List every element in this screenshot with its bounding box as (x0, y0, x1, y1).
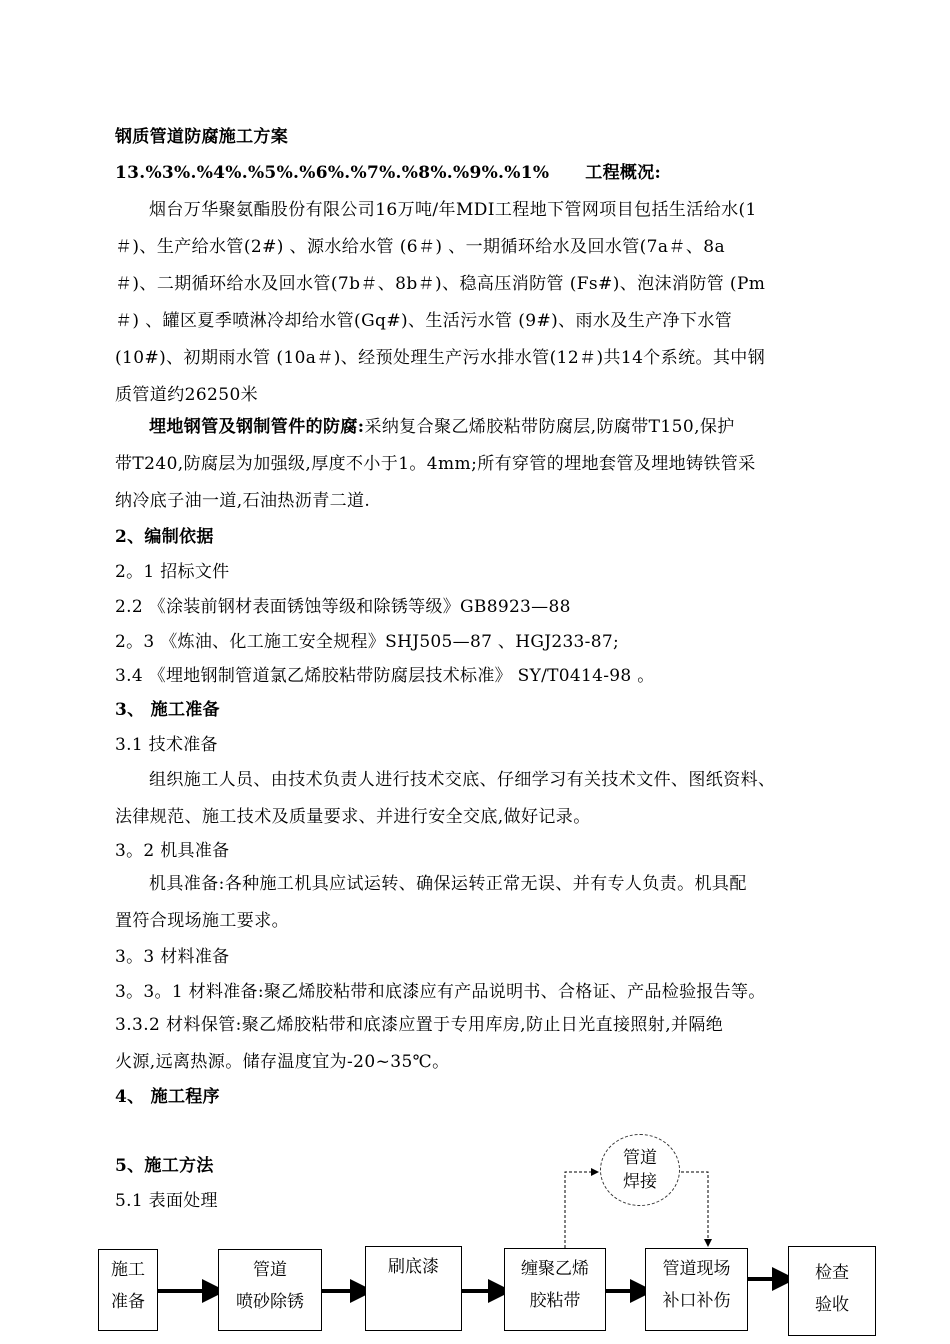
material-prep-item-1: 3。3。1 材料准备:聚乙烯胶粘带和底漆应有产品说明书、合格证、产品检验报告等。 (115, 982, 766, 1002)
surface-treatment-title: 5.1 表面处理 (115, 1191, 218, 1211)
flow-step-label: 缠聚乙烯 (521, 1259, 589, 1279)
overview-line: ＃) 、罐区夏季喷淋冷却给水管(Gq#)、生活污水管 (9#)、雨水及生产净下水管 (115, 311, 733, 331)
basis-item: 2。3 《炼油、化工施工安全规程》SHJ505—87 、HGJ233-87; (115, 632, 619, 652)
overview-line: ＃)、二期循环给水及回水管(7b＃、8b＃)、稳高压消防管 (Fs#)、泡沫消防管 (Pm (115, 274, 766, 294)
flow-step-primer (365, 1246, 462, 1331)
overview-line: (10#)、初期雨水管 (10a＃)、经预处理生产污水排水管(12＃)共14个系统。其中钢 (115, 348, 766, 368)
doc-title: 钢质管道防腐施工方案 (115, 127, 288, 147)
basis-item: 3.4 《埋地钢制管道氯乙烯胶粘带防腐层技术标准》 SY/T0414-98 。 (115, 666, 655, 686)
overview-line: 烟台万华聚氨酯股份有限公司16万吨/年MDI工程地下管网项目包括生活给水(1 (149, 200, 757, 220)
equip-prep-title: 3。2 机具准备 (115, 841, 230, 861)
flow-branch-label: 焊接 (623, 1172, 657, 1192)
equip-prep-line: 机具准备:各种施工机具应试运转、确保运转正常无误、并有专人负责。机具配 (149, 874, 747, 894)
flow-step-tape-wrap (504, 1248, 606, 1331)
section-5-heading: 5、施工方法 (115, 1156, 214, 1176)
flow-step-label: 胶粘带 (529, 1291, 581, 1311)
branch-arrow-out (681, 1172, 708, 1246)
basis-item: 2。1 招标文件 (115, 562, 230, 582)
flow-step-field-repair (645, 1248, 748, 1331)
flow-step-label: 管道现场 (662, 1259, 731, 1279)
material-storage-line: 3.3.2 材料保管:聚乙烯胶粘带和底漆应置于专用库房,防止日光直接照射,并隔绝 (115, 1015, 724, 1035)
anticorrosion-line: 带T240,防腐层为加强级,厚度不小于1。4mm;所有穿管的埋地套管及埋地铸铁管采 (115, 454, 756, 474)
flow-branch-welding (600, 1134, 680, 1206)
flow-step-label: 补口补伤 (662, 1291, 731, 1311)
flow-step-prepare (98, 1249, 158, 1331)
anticorrosion-heading: 埋地钢管及钢制管件的防腐: (149, 417, 365, 437)
branch-arrow-in (565, 1172, 598, 1248)
tech-prep-line: 法律规范、施工技术及质量要求、并进行安全交底,做好记录。 (115, 807, 591, 827)
overview-heading: 工程概况: (585, 163, 662, 183)
material-storage-line: 火源,远离热源。储存温度宜为-20~35℃。 (115, 1052, 450, 1072)
overview-line: ＃)、生产给水管(2#) 、源水给水管 (6＃) 、一期循环给水及回水管(7a＃、8a (115, 237, 725, 257)
tech-prep-line: 组织施工人员、由技术负责人进行技术交底、仔细学习有关技术文件、图纸资料、 (149, 770, 776, 790)
anticorrosion-line: 纳冷底子油一道,石油热沥青二道. (115, 491, 371, 511)
material-prep-title: 3。3 材料准备 (115, 947, 230, 967)
flow-step-label: 喷砂除锈 (236, 1292, 304, 1312)
toc-text: 13.%3%.%4%.%5%.%6%.%7%.%8%.%9%.%1% (115, 163, 550, 183)
flow-step-inspection (788, 1246, 876, 1336)
flow-branch-label: 管道 (623, 1148, 657, 1168)
flow-step-label: 验收 (815, 1295, 849, 1315)
flow-step-sandblast (218, 1249, 322, 1331)
anticorrosion-line: 采纳复合聚乙烯胶粘带防腐层,防腐带T150,保护 (364, 417, 735, 437)
section-4-heading: 4、 施工程序 (115, 1087, 220, 1107)
flow-step-label: 施工 (111, 1260, 145, 1280)
flow-step-label: 刷底漆 (388, 1257, 439, 1277)
section-3-heading: 3、 施工准备 (115, 700, 220, 720)
flow-step-label: 管道 (253, 1260, 287, 1280)
equip-prep-line: 置符合现场施工要求。 (115, 911, 289, 931)
tech-prep-title: 3.1 技术准备 (115, 735, 218, 755)
basis-item: 2.2 《涂装前钢材表面锈蚀等级和除锈等级》GB8923—88 (115, 597, 571, 617)
flow-step-label: 准备 (111, 1292, 145, 1312)
section-2-heading: 2、编制依据 (115, 527, 214, 547)
overview-line: 质管道约26250米 (115, 385, 259, 405)
flow-step-label: 检查 (815, 1263, 849, 1283)
